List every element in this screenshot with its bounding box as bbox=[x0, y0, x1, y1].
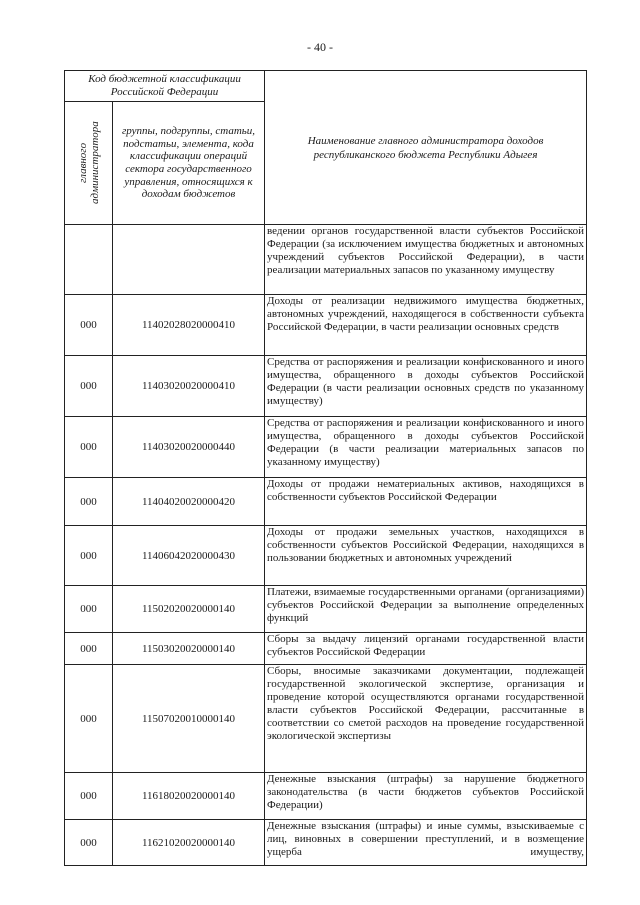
classification-code-cell: 11406042020000430 bbox=[113, 526, 265, 586]
description-cell: Доходы от продажи нематериальных активов, находящихся в собственности субъектов Российской Федерации bbox=[265, 478, 587, 526]
classification-code-cell: 11507020010000140 bbox=[113, 665, 265, 773]
table-row bbox=[65, 820, 587, 866]
admin-code-cell: 000 bbox=[65, 820, 113, 866]
admin-code-cell: 000 bbox=[65, 417, 113, 478]
classification-code-cell: 11621020020000140 bbox=[113, 820, 265, 866]
budget-classification-table bbox=[64, 70, 587, 866]
description-cell: Платежи, взимаемые государственными органами (организациями) субъектов Российской Федерации за выполнение определенных функций bbox=[265, 586, 587, 633]
classification-code-cell: 11403020020000440 bbox=[113, 417, 265, 478]
table-row bbox=[65, 586, 587, 633]
header-budget-code: Код бюджетной классификации Российской Федерации bbox=[65, 71, 265, 102]
description-cell: Средства от распоряжения и реализации конфискованного и иного имущества, обращенного в доходы субъектов Российской Федерации (в части реализации материальных запасов по указанному имуществу) bbox=[265, 417, 587, 478]
classification-code-cell: 11503020020000140 bbox=[113, 633, 265, 665]
classification-code-cell: 11402028020000410 bbox=[113, 295, 265, 356]
description-cell: Средства от распоряжения и реализации конфискованного и иного имущества, обращенного в доходы субъектов Российской Федерации (в части реализации основных средств по указанному имуществу) bbox=[265, 356, 587, 417]
description-cell: ведении органов государственной власти субъектов Российской Федерации (за исключением имущества бюджетных и автономных учреждений субъектов Российской Федерации), в части реализации материальных запасов по указанному имуществу bbox=[265, 225, 587, 295]
classification-code-cell: 11404020020000420 bbox=[113, 478, 265, 526]
table-row bbox=[65, 295, 587, 356]
table-row bbox=[65, 526, 587, 586]
header-name-column: Наименование главного администратора доходов республиканского бюджета Республики Адыгея bbox=[265, 71, 587, 225]
header-group-column: группы, подгруппы, статьи, подстатьи, элемента, кода классификации операций сектора государственного управления, относящихся к доходам бюджетов bbox=[113, 102, 265, 225]
table-row bbox=[65, 665, 587, 773]
description-cell: Доходы от продажи земельных участков, находящихся в собственности субъектов Российской Федерации, находящихся в пользовании бюджетных и автономных учреждений bbox=[265, 526, 587, 586]
table-row bbox=[65, 478, 587, 526]
header-admin-label: главного администратора bbox=[76, 121, 101, 205]
description-cell: Доходы от реализации недвижимого имущества бюджетных, автономных учреждений, находящегося в собственности субъекта Российской Федерации, в части реализации основных средств bbox=[265, 295, 587, 356]
admin-code-cell: 000 bbox=[65, 526, 113, 586]
table-row bbox=[65, 225, 587, 295]
classification-code-cell bbox=[113, 225, 265, 295]
description-cell: Денежные взыскания (штрафы) и иные суммы, взыскиваемые с лиц, виновных в совершении преступлений, и в возмещение ущерба имуществу, bbox=[265, 820, 587, 866]
page-number: - 40 - bbox=[307, 40, 333, 54]
admin-code-cell bbox=[65, 225, 113, 295]
admin-code-cell: 000 bbox=[65, 586, 113, 633]
admin-code-cell: 000 bbox=[65, 665, 113, 773]
admin-code-cell: 000 bbox=[65, 356, 113, 417]
admin-code-cell: 000 bbox=[65, 295, 113, 356]
table-row bbox=[65, 417, 587, 478]
classification-code-cell: 11618020020000140 bbox=[113, 773, 265, 820]
admin-code-cell: 000 bbox=[65, 633, 113, 665]
classification-code-cell: 11403020020000410 bbox=[113, 356, 265, 417]
description-cell: Сборы, вносимые заказчиками документации, подлежащей государственной экологической экспертизе, организация и проведение которой осуществляются органами государственной власти субъектов Российской Федерации, рассчитанные в соответствии со сметой расходов на проведение государственной экологической экспертизы bbox=[265, 665, 587, 773]
description-cell: Денежные взыскания (штрафы) за нарушение бюджетного законодательства (в части бюджетов субъектов Российской Федерации) bbox=[265, 773, 587, 820]
header-admin-column bbox=[65, 102, 113, 225]
admin-code-cell: 000 bbox=[65, 478, 113, 526]
description-cell: Сборы за выдачу лицензий органами государственной власти субъектов Российской Федерации bbox=[265, 633, 587, 665]
table-row bbox=[65, 356, 587, 417]
table-row bbox=[65, 773, 587, 820]
admin-code-cell: 000 bbox=[65, 773, 113, 820]
classification-code-cell: 11502020020000140 bbox=[113, 586, 265, 633]
table-row bbox=[65, 633, 587, 665]
